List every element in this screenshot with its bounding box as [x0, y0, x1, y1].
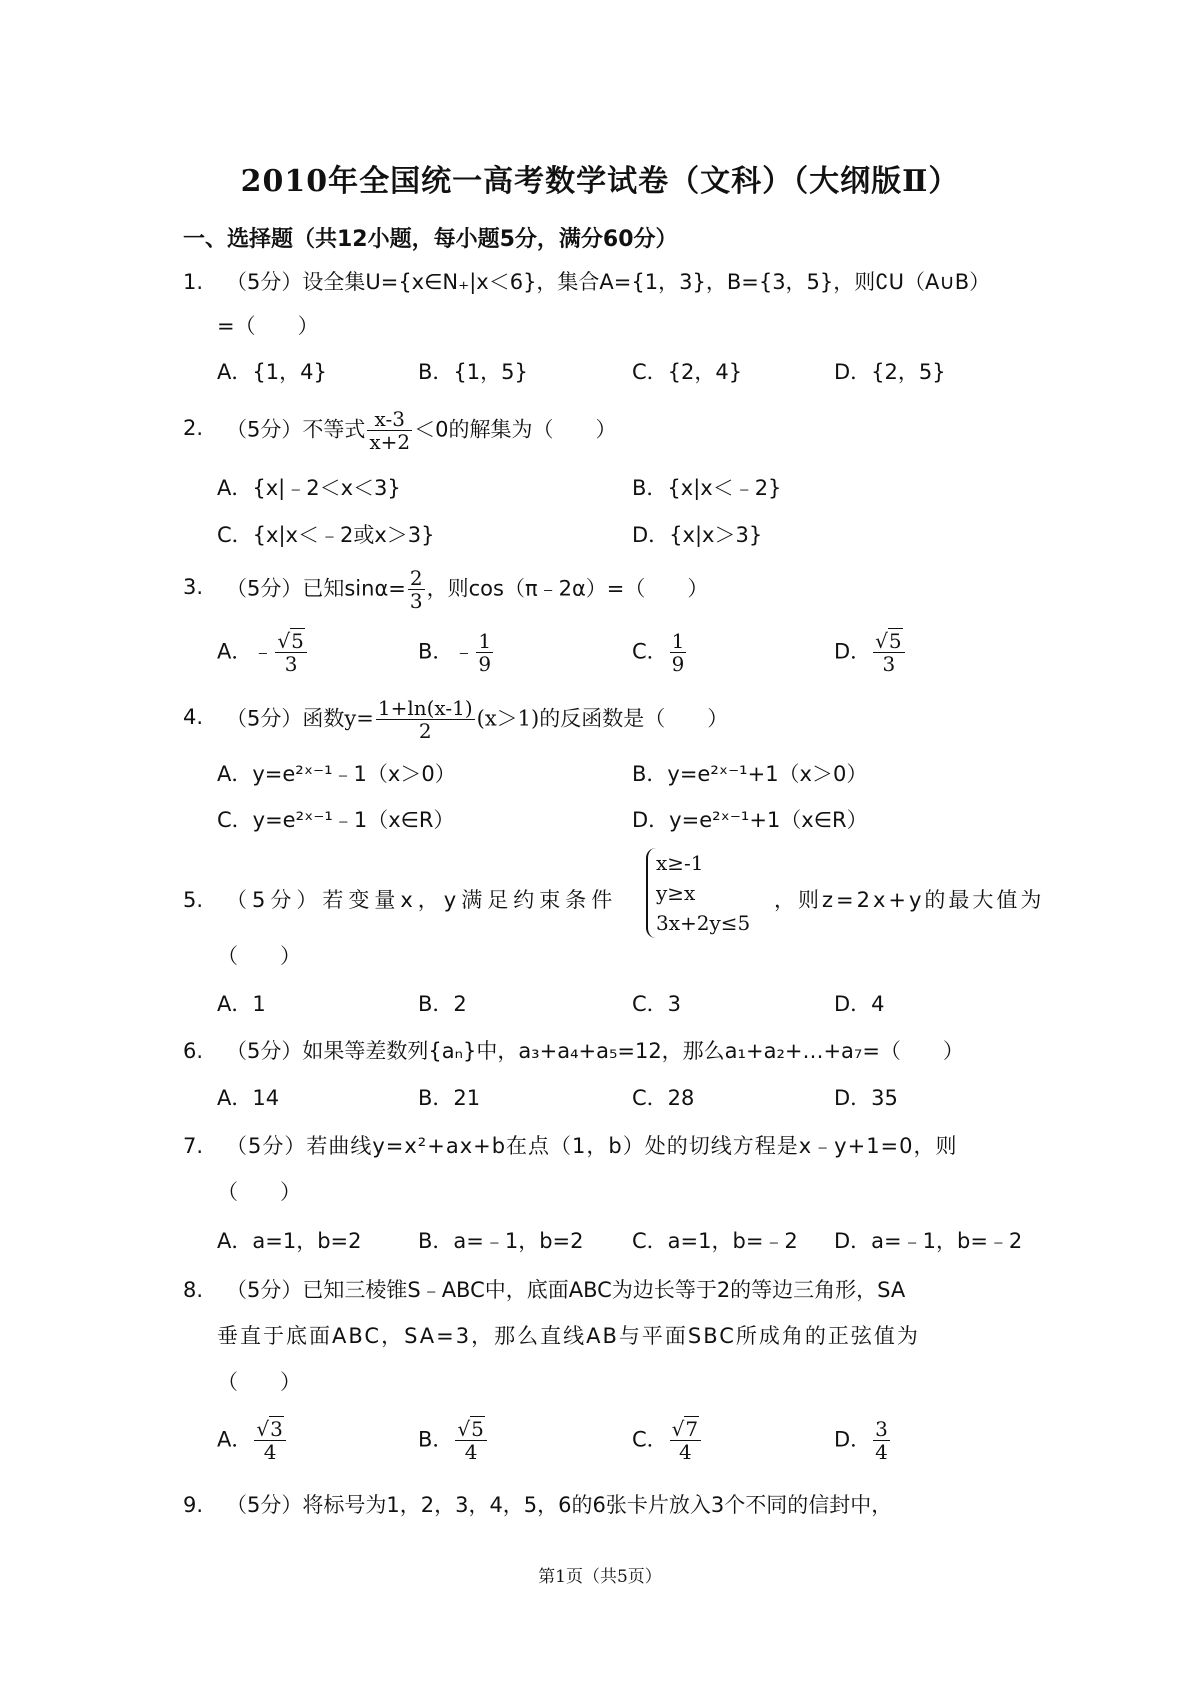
fraction-numerator: 2 — [409, 566, 423, 590]
question-text: （5分）如果等差数列{aₙ}中，a₃+a₄+a₅=12，那么a₁+a₂+…+a₇=（ ） — [226, 1039, 964, 1063]
option-a: A．{1，4} — [217, 360, 327, 384]
question-text — [226, 408, 617, 453]
option-label: C． — [632, 639, 668, 664]
fraction-numerator: 1 — [478, 629, 492, 653]
option-b: B．a=﹣1，b=2 — [418, 1229, 584, 1253]
option-label: B．﹣ — [418, 639, 475, 664]
page-footer: 第1页（共5页） — [538, 1567, 662, 1587]
option-b — [418, 630, 495, 675]
radicand: 7 — [685, 1417, 699, 1441]
option-d: D．{x|x＞3} — [632, 523, 763, 547]
option-c: C．{2，4} — [632, 360, 743, 384]
sqrt-sign: √ — [277, 629, 291, 653]
option-label: A． — [217, 1427, 253, 1452]
fraction-denominator: 4 — [263, 1440, 277, 1464]
fraction — [873, 630, 904, 675]
question-text-prefix: （5分）不等式 — [226, 417, 366, 442]
option-b: B．y=e²ˣ⁻¹+1（x＞0） — [632, 762, 868, 786]
question-text-suffix: ＜0的解集为（ ） — [414, 417, 617, 442]
fraction — [408, 567, 425, 612]
option-d: D．y=e²ˣ⁻¹+1（x∈R） — [632, 808, 868, 832]
fraction-numerator: 1 — [671, 629, 685, 653]
question-number: 1. — [183, 270, 204, 294]
sqrt-sign: √ — [256, 1417, 270, 1441]
question-number: 5. — [183, 888, 204, 912]
fraction — [670, 1418, 701, 1463]
question-number: 8. — [183, 1278, 204, 1302]
question-number: 3. — [183, 575, 204, 599]
fraction-numerator — [873, 630, 904, 653]
fraction-numerator: 3 — [875, 1417, 888, 1441]
question-text: （5分）将标号为1，2，3，4，5，6的6张卡片放入3个不同的信封中， — [226, 1493, 893, 1517]
option-a: A．14 — [217, 1086, 280, 1110]
fraction-denominator: 9 — [671, 652, 685, 676]
option-c — [632, 630, 688, 675]
question-number: 7. — [183, 1134, 204, 1158]
fraction — [376, 697, 475, 742]
fraction-denominator: 4 — [875, 1440, 888, 1464]
fraction — [476, 630, 493, 675]
option-c: C．y=e²ˣ⁻¹﹣1（x∈R） — [217, 808, 455, 832]
option-label: A．﹣ — [217, 639, 274, 664]
question-text-prefix: （5分）函数 — [226, 706, 345, 731]
question-number: 2. — [183, 416, 204, 440]
option-label: C． — [632, 1427, 668, 1452]
function-lhs: y= — [344, 706, 374, 731]
option-d: D．35 — [834, 1086, 898, 1110]
option-d: D．a=﹣1，b=﹣2 — [834, 1229, 1023, 1253]
fraction-denominator: 3 — [882, 652, 896, 676]
fraction-numerator — [275, 630, 306, 653]
option-a: A．a=1，b=2 — [217, 1229, 362, 1253]
fraction-numerator — [670, 1418, 701, 1441]
fraction — [254, 1418, 285, 1463]
option-c: C．{x|x＜﹣2或x＞3} — [217, 523, 435, 547]
fraction-numerator — [254, 1418, 285, 1441]
question-text: （5分）若曲线y=x²+ax+b在点（1，b）处的切线方程是x﹣y+1=0，则 — [226, 1134, 958, 1158]
option-label: D． — [834, 639, 872, 664]
constraint: 3x+2y≤5 — [656, 911, 751, 935]
fraction — [873, 1418, 890, 1463]
question-text: （5分）已知三棱锥S﹣ABC中，底面ABC为边长等于2的等边三角形，SA — [226, 1278, 906, 1302]
page-title: 2010年全国统一高考数学试卷（文科）（大纲版Ⅱ） — [240, 164, 960, 199]
fraction-numerator: x-3 — [367, 408, 412, 431]
radicand: 5 — [888, 629, 902, 653]
sqrt-sign: √ — [875, 629, 888, 653]
option-c: C．a=1，b=﹣2 — [632, 1229, 798, 1253]
option-c — [632, 1418, 703, 1463]
option-b: B．{1，5} — [418, 360, 528, 384]
option-d: D．{2，5} — [834, 360, 946, 384]
question-text-prefix: （5分）已知sinα= — [226, 576, 406, 601]
question-text-suffix: ，则cos（π﹣2α）=（ ） — [426, 576, 709, 601]
constraint-system — [646, 848, 750, 938]
question-text-suffix: ，则z=2x+y的最大值为 — [774, 888, 1045, 912]
option-d — [834, 1418, 892, 1463]
question-8-line2: 垂直于底面ABC，SA=3，那么直线AB与平面SBC所成角的正弦值为 — [217, 1324, 920, 1348]
option-c: C．28 — [632, 1086, 695, 1110]
option-a: A．{x|﹣2＜x＜3} — [217, 476, 401, 500]
question-5-continuation: （ ） — [217, 944, 301, 968]
section-heading: 一、选择题（共12小题，每小题5分，满分60分） — [183, 227, 678, 252]
question-8-continuation: （ ） — [217, 1370, 301, 1394]
fraction — [367, 408, 412, 453]
fraction-denominator: 9 — [478, 652, 492, 676]
function-domain: (x＞1) — [476, 706, 540, 731]
option-b — [418, 1418, 489, 1463]
option-b: B．21 — [418, 1086, 481, 1110]
sqrt-sign: √ — [457, 1417, 471, 1441]
question-5 — [0, 844, 1200, 954]
fraction-denominator: 4 — [464, 1440, 478, 1464]
sqrt-sign: √ — [671, 1417, 685, 1441]
option-label: D． — [834, 1427, 872, 1452]
question-text — [226, 567, 708, 612]
option-a: A．1 — [217, 992, 266, 1016]
question-text: （5分）设全集U={x∈N₊|x＜6}，集合A={1，3}，B={3，5}，则∁U（A∪B） — [226, 270, 991, 294]
fraction-denominator: 2 — [418, 719, 432, 743]
option-d: D．4 — [834, 992, 885, 1016]
fraction-numerator: 1+ln(x-1) — [377, 696, 473, 720]
question-number: 4. — [183, 705, 204, 729]
option-a: A．y=e²ˣ⁻¹﹣1（x＞0） — [217, 762, 456, 786]
question-text-suffix: 的反函数是（ ） — [539, 706, 729, 731]
question-text — [226, 697, 728, 742]
question-number: 9. — [183, 1493, 204, 1517]
option-d — [834, 630, 907, 675]
radicand: 5 — [291, 629, 304, 653]
fraction-denominator: 3 — [409, 589, 423, 613]
fraction-denominator: 3 — [284, 652, 298, 676]
fraction-denominator: x+2 — [369, 430, 411, 454]
radicand: 5 — [471, 1417, 484, 1441]
option-c: C．3 — [632, 992, 682, 1016]
question-7-continuation: （ ） — [217, 1180, 301, 1204]
option-a — [217, 630, 309, 675]
radicand: 3 — [270, 1417, 283, 1441]
constraint: y≥x — [656, 881, 696, 905]
question-1-continuation: =（ ） — [217, 314, 319, 338]
fraction-numerator — [455, 1418, 486, 1441]
fraction — [670, 630, 687, 675]
option-a — [217, 1418, 288, 1463]
question-number: 6. — [183, 1039, 204, 1063]
fraction-denominator: 4 — [679, 1440, 692, 1464]
option-b: B．{x|x＜﹣2} — [632, 476, 782, 500]
fraction — [455, 1418, 486, 1463]
option-b: B．2 — [418, 992, 467, 1016]
option-label: B． — [418, 1427, 454, 1452]
fraction — [275, 630, 306, 675]
constraint: x≥-1 — [656, 851, 704, 875]
question-text-prefix: （5分）若变量x，y满足约束条件 — [226, 888, 618, 912]
